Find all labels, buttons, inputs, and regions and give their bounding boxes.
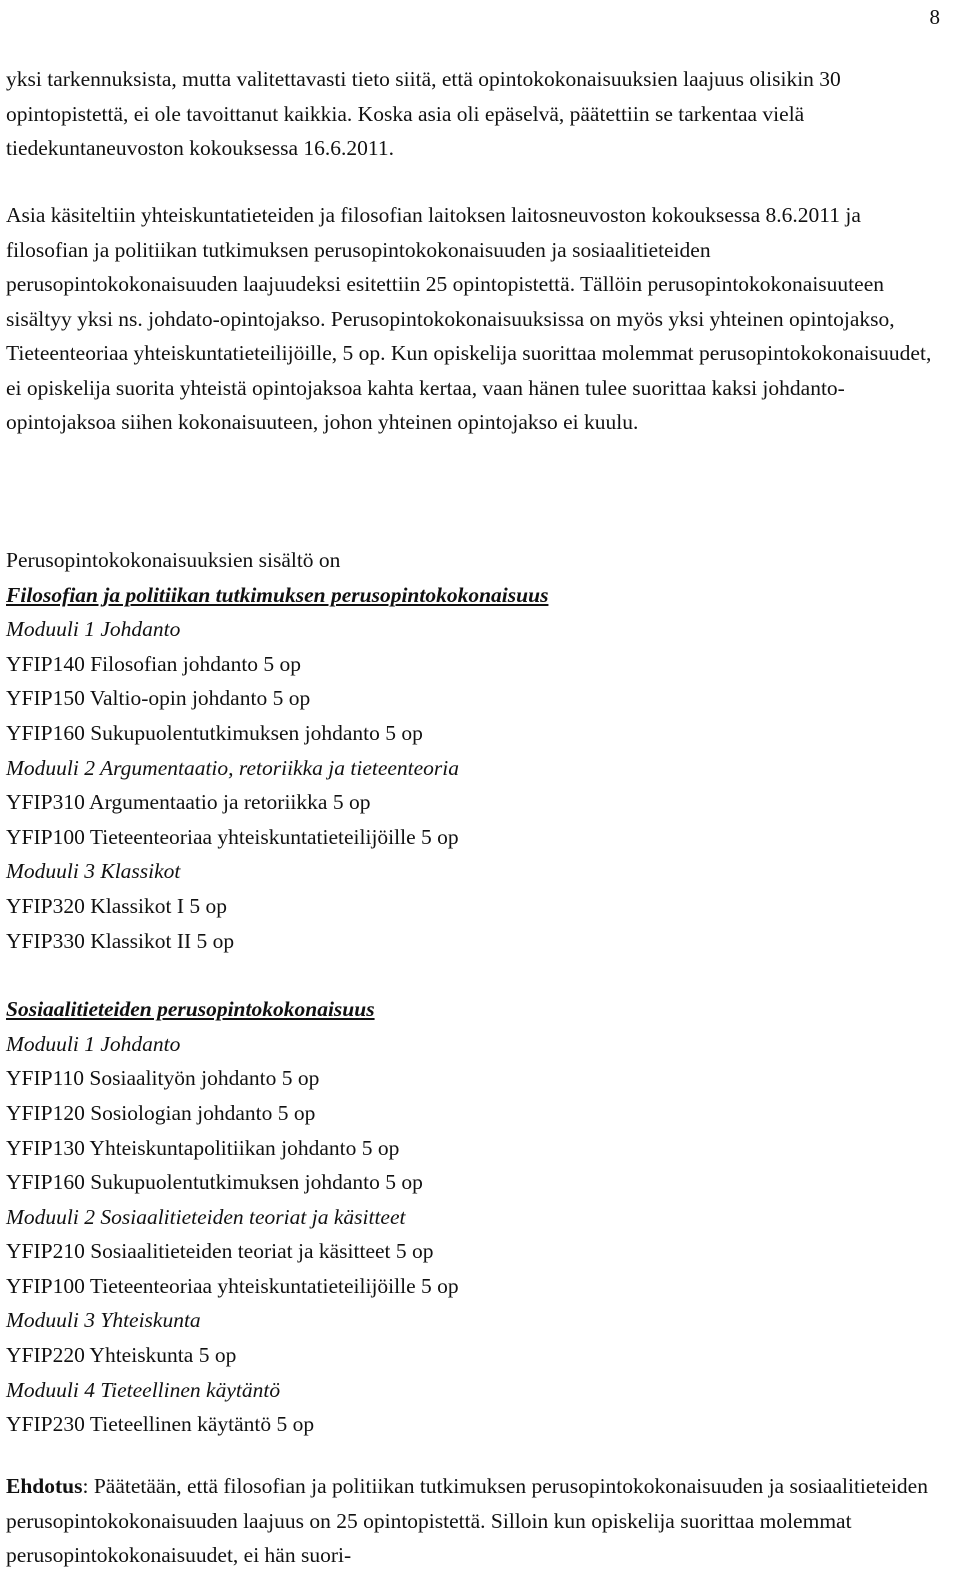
- module-heading: Moduuli 4 Tieteellinen käytäntö: [6, 1377, 281, 1402]
- module-heading: Moduuli 1 Johdanto: [6, 1031, 181, 1056]
- course-item: YFIP310 Argumentaatio ja retoriikka 5 op: [6, 790, 371, 815]
- module-heading: Moduuli 2 Sosiaalitieteiden teoriat ja käsitteet: [6, 1204, 406, 1229]
- module-heading: Moduuli 3 Klassikot: [6, 859, 181, 884]
- module-heading: Moduuli 1 Johdanto: [6, 617, 181, 642]
- page-number: 8: [929, 5, 940, 29]
- paragraph-decision-background: Asia käsiteltiin yhteiskuntatieteiden ja filosofian laitoksen laitosneuvoston kokouksessa 8.6.2011 ja filosofian ja politiikan tutkimuksen perusopintokokonaisuuden ja sosiaalitieteiden perusopintokokonaisuuden laajuudeksi esitettiin 25 opintopistettä. Tällöin perusopintokokonaisuuteen sisältyy yksi ns. johdato-opintojakso. Perusopintokokonaisuuksissa on myös yksi yhteinen opintojakso, Tieteenteoriaa yhteiskuntatieteilijöille, 5 op. Kun opiskelija suorittaa molemmat perusopintokokonaisuudet, ei opiskelija suorita yhteistä opintojaksoa kahta kertaa, vaan hänen tulee suorittaa kaksi johdanto-opintojaksoa siihen kokonaisuuteen, johon yhteinen opintojakso ei kuulu.: [6, 203, 932, 434]
- course-item: YFIP210 Sosiaalitieteiden teoriat ja käsitteet 5 op: [6, 1239, 434, 1264]
- course-item: YFIP130 Yhteiskuntapolitiikan johdanto 5 op: [6, 1135, 400, 1160]
- section-title-philosophy-politics: Filosofian ja politiikan tutkimuksen perusopintokokonaisuus: [6, 582, 549, 607]
- course-item: YFIP140 Filosofian johdanto 5 op: [6, 651, 302, 676]
- course-item: YFIP100 Tieteenteoriaa yhteiskuntatieteilijöille 5 op: [6, 824, 459, 849]
- paragraph-intro: yksi tarkennuksista, mutta valitettavasti tieto siitä, että opintokokonaisuuksien laajuus olisikin 30 opintopistettä, ei ole tavoittanut kaikkia. Koska asia oli epäselvä, päätettiin se tarkentaa vielä tiedekuntaneuvoston kokouksessa 16.6.2011.: [6, 67, 841, 160]
- section-title-social-sciences: Sosiaalitieteiden perusopintokokonaisuus: [6, 997, 375, 1022]
- section-social-sciences: [6, 992, 946, 1442]
- course-item: YFIP100 Tieteenteoriaa yhteiskuntatieteilijöille 5 op: [6, 1273, 459, 1298]
- section-gap: [6, 958, 946, 992]
- module-heading: Moduuli 2 Argumentaatio, retoriikka ja tieteenteoria: [6, 755, 460, 780]
- course-item: YFIP120 Sosiologian johdanto 5 op: [6, 1100, 316, 1125]
- course-item: YFIP110 Sosiaalityön johdanto 5 op: [6, 1066, 320, 1091]
- course-item: YFIP320 Klassikot I 5 op: [6, 893, 227, 918]
- course-item: YFIP150 Valtio-opin johdanto 5 op: [6, 686, 311, 711]
- proposal-paragraph: [6, 1469, 946, 1573]
- section-philosophy-politics: [6, 578, 946, 959]
- section-philosophy-politics-list: [6, 612, 946, 958]
- course-item: YFIP220 Yhteiskunta 5 op: [6, 1343, 237, 1368]
- course-contents: [6, 543, 946, 1442]
- proposal-label: Ehdotus: [6, 1474, 83, 1498]
- course-item: YFIP330 Klassikot II 5 op: [6, 928, 235, 953]
- contents-intro: Perusopintokokonaisuuksien sisältö on: [6, 548, 341, 572]
- course-item: YFIP230 Tieteellinen käytäntö 5 op: [6, 1412, 315, 1437]
- module-heading: Moduuli 3 Yhteiskunta: [6, 1308, 201, 1333]
- section-social-sciences-list: [6, 1027, 946, 1442]
- proposal-text: : Päätetään, että filosofian ja politiikan tutkimuksen perusopintokokonaisuuden ja sosiaalitieteiden perusopintokokonaisuuden laajuus on 25 opintopistettä. Silloin kun opiskelija suorittaa molemmat perusopintokokonaisuudet, ei hän suori-: [6, 1474, 928, 1567]
- course-item: YFIP160 Sukupuolentutkimuksen johdanto 5 op: [6, 1170, 423, 1195]
- course-item: YFIP160 Sukupuolentutkimuksen johdanto 5 op: [6, 720, 423, 745]
